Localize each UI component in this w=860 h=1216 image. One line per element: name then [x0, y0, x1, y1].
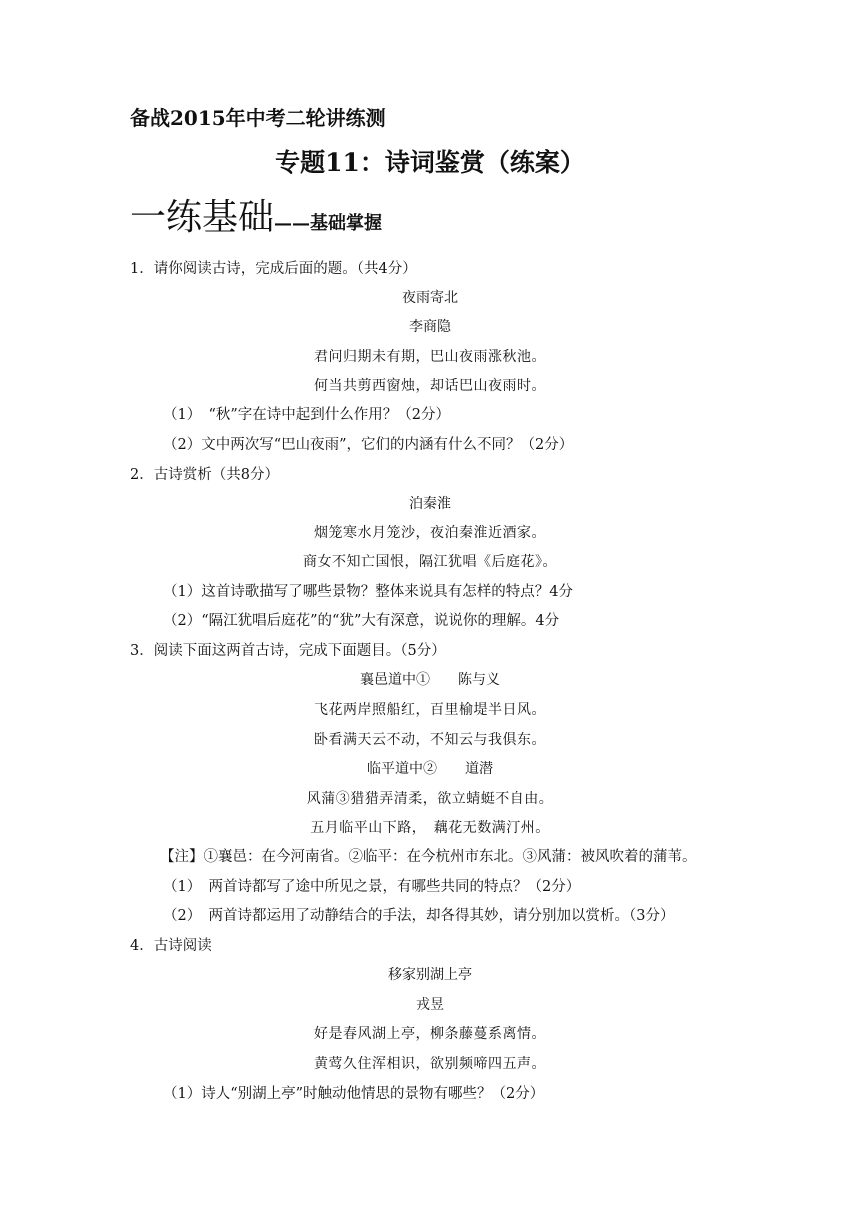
document-header: 备战2015年中考二轮讲练测	[130, 106, 386, 130]
q2-subquestion: （1）这首诗歌描写了哪些景物？整体来说具有怎样的特点？4分	[163, 584, 573, 600]
q1-subquestion: （2）文中两次写“巴山夜雨”，它们的内涵有什么不同？（2分）	[163, 437, 574, 453]
question-1-prompt: 1．请你阅读古诗，完成后面的题。（共4分）	[130, 261, 417, 277]
q1-poem-author: 李商隐	[409, 319, 451, 335]
q3-poem2-line: 五月临平山下路， 藕花无数满汀州。	[310, 820, 550, 836]
q1-poem-line: 何当共剪西窗烛，却话巴山夜雨时。	[314, 378, 546, 394]
q1-poem-line: 君问归期未有期，巴山夜雨涨秋池。	[314, 349, 546, 365]
question-2-prompt: 2．古诗赏析（共8分）	[130, 467, 279, 483]
q2-poem-line: 商女不知亡国恨，隔江犹唱《后庭花》。	[303, 554, 557, 570]
q4-poem-line: 黄莺久住浑相识，欲别频啼四五声。	[314, 1056, 546, 1072]
q1-subquestion: （1） “秋”字在诗中起到什么作用？（2分）	[163, 407, 451, 423]
q4-poem-line: 好是春风湖上亭，柳条藤蔓系离情。	[314, 1026, 546, 1042]
q3-poem1-line: 飞花两岸照船红，百里榆堤半日风。	[314, 702, 546, 718]
q3-poem2-line: 风蒲③猎猎弄清柔，欲立蜻蜓不自由。	[306, 791, 554, 807]
q4-poem-title: 移家别湖上亭	[388, 967, 472, 983]
q3-poem1-title: 襄邑道中① 陈与义	[360, 672, 500, 688]
q2-subquestion: （2）“隔江犹唱后庭花”的“犹”大有深意，说说你的理解。4分	[163, 613, 560, 629]
section-sub-label: ——基础掌握	[274, 213, 383, 234]
q4-poem-author: 戎昱	[416, 997, 444, 1013]
q2-poem-title: 泊秦淮	[409, 496, 451, 512]
document-title: 专题11：诗词鉴赏（练案）	[275, 148, 585, 177]
q3-poem2-title: 临平道中② 道潜	[367, 761, 493, 777]
section-heading	[130, 197, 383, 238]
q1-poem-title: 夜雨寄北	[402, 290, 458, 306]
question-4-prompt: 4．古诗阅读	[130, 938, 212, 954]
q3-annotation-note: 【注】①襄邑：在今河南省。②临平：在今杭州市东北。③风蒲：被风吹着的蒲苇。	[160, 849, 697, 865]
q4-subquestion: （1）诗人“别湖上亭”时触动他情思的景物有哪些？（2分）	[163, 1086, 545, 1102]
section-main-label: 一练基础	[130, 197, 275, 238]
question-3-prompt: 3．阅读下面这两首古诗，完成下面题目。（5分）	[130, 643, 446, 659]
q3-poem1-line: 卧看满天云不动，不知云与我俱东。	[314, 732, 546, 748]
q3-subquestion: （1） 两首诗都写了途中所见之景，有哪些共同的特点？（2分）	[163, 879, 581, 895]
q3-subquestion: （2） 两首诗都运用了动静结合的手法，却各得其妙，请分别加以赏析。（3分）	[163, 908, 675, 924]
q2-poem-line: 烟笼寒水月笼沙，夜泊秦淮近酒家。	[314, 525, 546, 541]
